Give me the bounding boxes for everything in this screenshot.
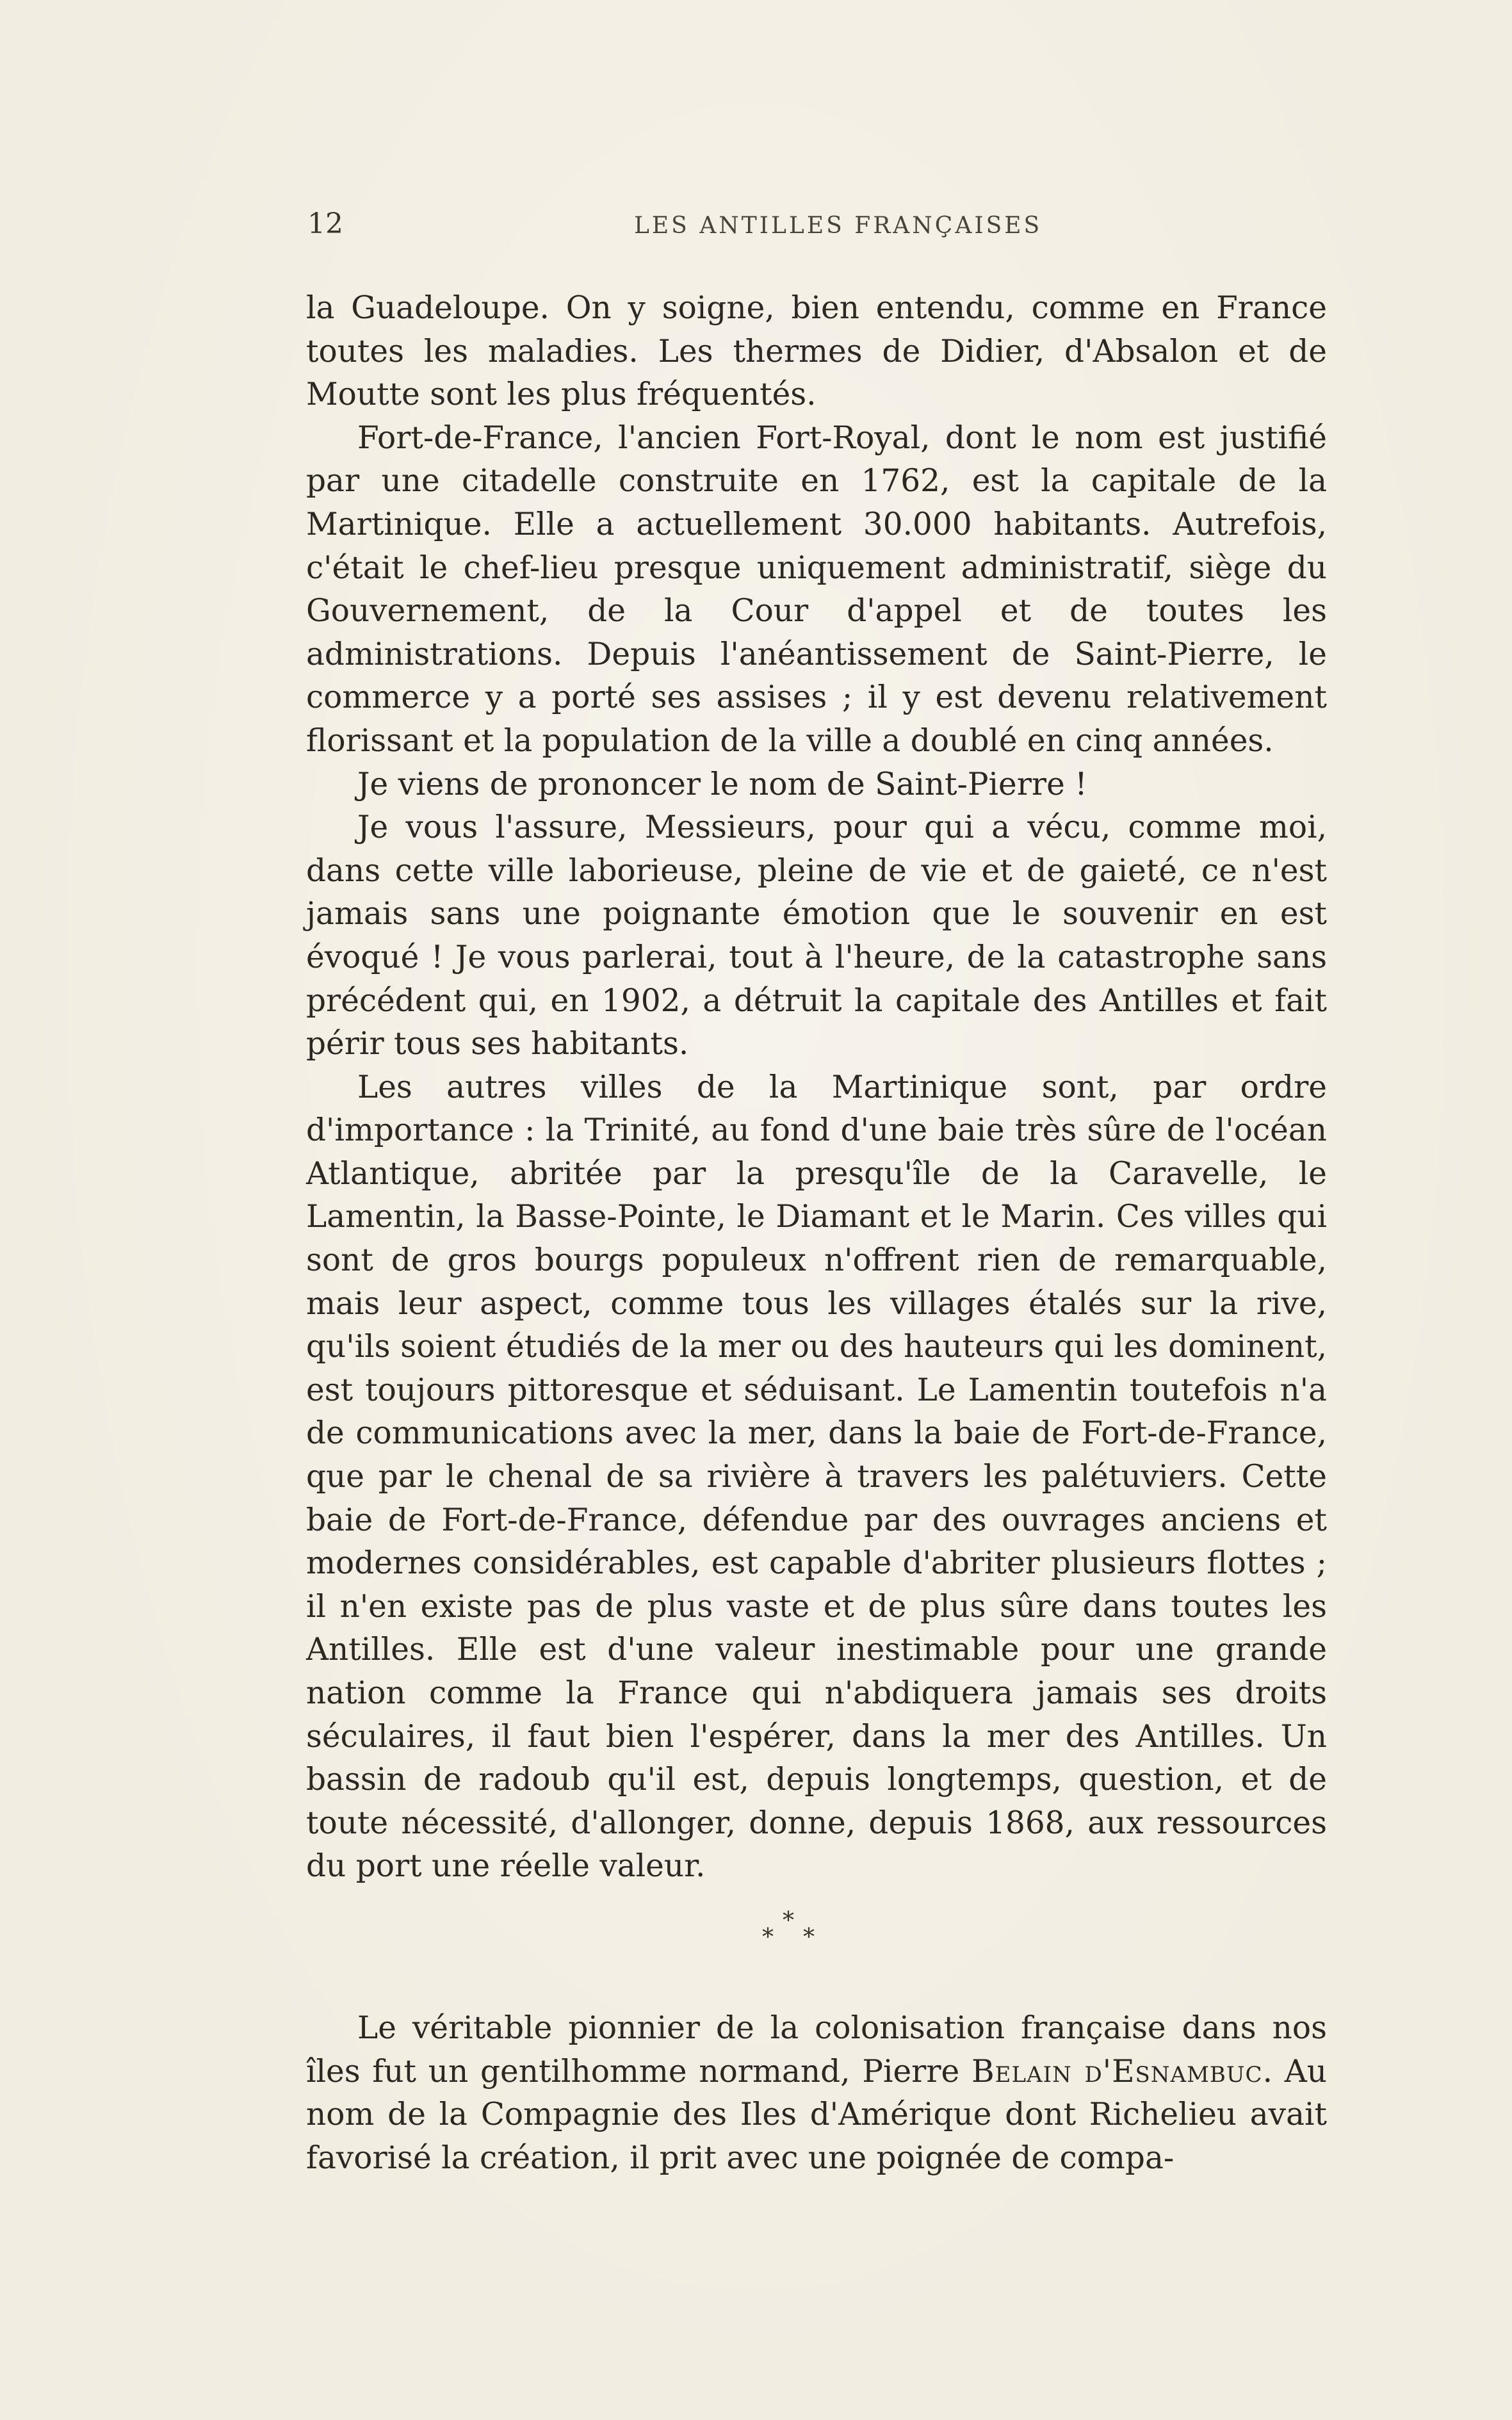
- paragraph-saint-pierre-mention: Je viens de prononcer le nom de Saint-Pierre !: [357, 766, 1087, 802]
- paragraph-continued: la Guadeloupe. On y soigne, bien entendu, comme en France toutes les maladies. Les thermes de Didier, d'Absalon et de Moutte sont les plus fréquentés.: [306, 290, 1327, 413]
- asterism-star: *: [762, 1924, 774, 1951]
- running-head: LES ANTILLES FRANÇAISES: [634, 213, 1043, 239]
- page-number: 12: [307, 207, 343, 240]
- paragraph-other-towns: Les autres villes de la Martinique sont, par ordre d'importance : la Trinité, au fond d'une baie très sûre de l'océan Atlantique, abritée par la presqu'île de la Caravelle, le Lamentin, la Basse-Pointe, le Diamant et le Marin. Ces villes qui sont de gros bourgs populeux n'offrent rien de remarquable, mais leur aspect, comme tous les villages étalés sur la rive, qu'ils soient étudiés de la mer ou des hauteurs qui les dominent, est toujours pittoresque et séduisant. Le Lamentin toutefois n'a de communications avec la mer, dans la baie de Fort-de-France, que par le chenal de sa rivière à travers les palétuviers. Cette baie de Fort-de-France, défendue par des ouvrages anciens et modernes considérables, est capable d'abriter plusieurs flottes ; il n'en existe pas de plus vaste et de plus sûre dans toutes les Antilles. Elle est d'une valeur inestimable pour une grande nation comme la France qui n'abdiquera jamais ses droits séculaires, il faut bien l'espérer, dans la mer des Antilles. Un bassin de radoub qu'il est, depuis longtemps, question, et de toute nécessité, d'allonger, donne, depuis 1868, aux ressources du port une réelle valeur.: [306, 1069, 1327, 1885]
- asterism-star: *: [783, 1908, 794, 1934]
- asterism-star: *: [803, 1924, 815, 1951]
- paragraph-fort-de-france: Fort-de-France, l'ancien Fort-Royal, dont le nom est justifié par une citadelle construite en 1762, est la capitale de la Martinique. Elle a actuellement 30.000 habitants. Autrefois, c'était le chef-lieu presque uniquement administratif, siège du Gouvernement, de la Cour d'appel et de toutes les administrations. Depuis l'anéantissement de Saint-Pierre, le commerce y a porté ses assises ; il y est devenu relativement florissant et la population de la ville a doublé en cinq années.: [306, 419, 1327, 759]
- body-text: [306, 287, 1327, 1888]
- page-header: [307, 204, 1326, 248]
- pioneer-text-start: Le véritable pionnier de la colonisation française dans nos îles fut un gentilhomme normand, Pierre: [306, 2010, 1327, 2090]
- paragraph-saint-pierre-memory: Je vous l'assure, Messieurs, pour qui a vécu, comme moi, dans cette ville laborieuse, pleine de vie et de gaieté, ce n'est jamais sans une poignante émotion que le souvenir en est évoqué ! Je vous parlerai, tout à l'heure, de la catastrophe sans précédent qui, en 1902, a détruit la capitale des Antilles et fait périr tous ses habitants.: [306, 809, 1327, 1062]
- section-asterism: [762, 1908, 826, 1951]
- paragraph-pioneer: [306, 2007, 1327, 2180]
- pioneer-name: Belain d'Esnambuc: [971, 2053, 1263, 2090]
- section-colonisation: [306, 2007, 1327, 2180]
- pioneer-text-end: . Au nom de la Compagnie des Iles d'Amérique dont Richelieu avait favorisé la création, il prit avec une poignée de compa-: [306, 2053, 1327, 2176]
